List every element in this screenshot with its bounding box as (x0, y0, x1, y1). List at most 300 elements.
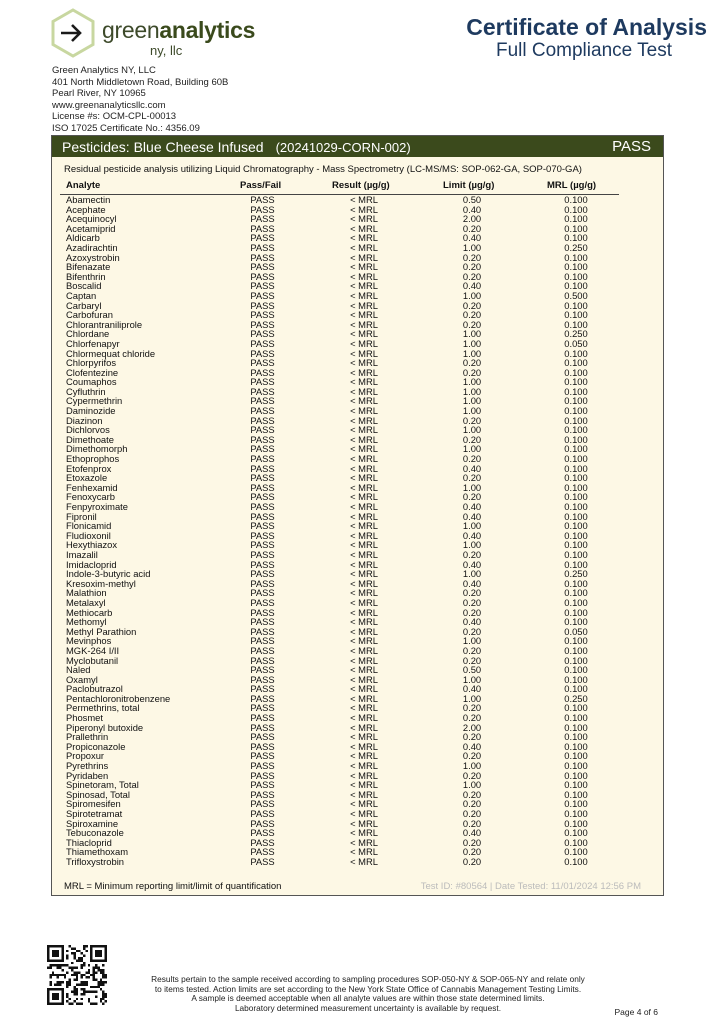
overall-result: PASS (612, 138, 651, 155)
mrl-value: 0.100 (564, 424, 588, 436)
limit-value: 0.20 (462, 309, 482, 321)
result-value: < MRL (350, 750, 378, 762)
result-value: < MRL (350, 309, 378, 321)
pass-fail: PASS (250, 577, 275, 589)
result-value: < MRL (350, 635, 378, 647)
mrl-value: 0.100 (564, 558, 588, 570)
result-value: < MRL (350, 664, 378, 676)
analyte-name: Chlormequat chloride (66, 347, 156, 359)
analyte-name: Permethrins, total (66, 702, 140, 714)
document-subtitle: Full Compliance Test (495, 40, 672, 61)
pass-fail: PASS (250, 846, 275, 858)
pass-fail: PASS (250, 347, 275, 359)
mrl-value: 0.100 (564, 836, 588, 848)
pass-fail: PASS (250, 424, 275, 436)
result-value: < MRL (350, 846, 378, 858)
mrl-value: 0.100 (564, 318, 588, 330)
limit-value: 0.20 (462, 750, 482, 762)
analyte-name: Flonicamid (66, 520, 112, 532)
pass-fail: PASS (250, 606, 275, 618)
mrl-value: 0.100 (564, 270, 588, 282)
analyte-name: Phosmet (66, 712, 103, 724)
limit-value: 0.40 (462, 510, 482, 522)
mrl-value: 0.100 (564, 414, 588, 426)
mrl-value: 0.100 (564, 769, 588, 781)
result-value: < MRL (350, 337, 378, 349)
page-number: Page 4 of 6 (614, 1007, 658, 1017)
pass-fail: PASS (250, 251, 275, 263)
analyte-name: Spiroxamine (66, 817, 119, 829)
analyte-name: Imazalil (66, 548, 98, 560)
mrl-value: 0.100 (564, 760, 588, 772)
limit-value: 0.20 (462, 251, 482, 263)
limit-value: 0.20 (462, 366, 482, 378)
mrl-value: 0.100 (564, 261, 588, 273)
analyte-name: Captan (66, 289, 97, 301)
limit-value: 0.40 (462, 827, 482, 839)
result-value: < MRL (350, 462, 378, 474)
mrl-value: 0.100 (564, 606, 588, 618)
limit-value: 0.20 (462, 644, 482, 656)
lab-city: Pearl River, NY 10965 (52, 88, 146, 100)
result-value: < MRL (350, 644, 378, 656)
sample-id: (20241029-CORN-002) (275, 140, 411, 155)
limit-value: 0.20 (462, 433, 482, 445)
limit-value: 0.40 (462, 462, 482, 474)
mrl-value: 0.100 (564, 616, 588, 628)
analyte-name: Dichlorvos (66, 424, 110, 436)
analyte-name: Acetamiprid (66, 222, 116, 234)
mrl-value: 0.100 (564, 299, 588, 311)
pass-fail: PASS (250, 520, 275, 532)
result-value: < MRL (350, 414, 378, 426)
analyte-name: Coumaphos (66, 376, 117, 388)
mrl-value: 0.250 (564, 241, 588, 253)
pass-fail: PASS (250, 395, 275, 407)
analyte-name: MGK-264 I/II (66, 644, 120, 656)
result-value: < MRL (350, 529, 378, 541)
result-value: < MRL (350, 347, 378, 359)
limit-value: 0.40 (462, 683, 482, 695)
pass-fail: PASS (250, 453, 275, 465)
result-value: < MRL (350, 213, 378, 225)
mrl-value: 0.100 (564, 817, 588, 829)
limit-value: 0.50 (462, 664, 482, 676)
analyte-name: Metalaxyl (66, 596, 106, 608)
analyte-name: Acequinocyl (66, 213, 117, 225)
analyte-name: Propiconazole (66, 740, 126, 752)
mrl-value: 0.100 (564, 827, 588, 839)
analyte-name: Chlordane (66, 328, 110, 340)
limit-value: 1.00 (462, 673, 482, 685)
result-value: < MRL (350, 740, 378, 752)
mrl-value: 0.100 (564, 587, 588, 599)
result-value: < MRL (350, 299, 378, 311)
pass-fail: PASS (250, 510, 275, 522)
result-value: < MRL (350, 203, 378, 215)
limit-value: 0.40 (462, 529, 482, 541)
pass-fail: PASS (250, 712, 275, 724)
limit-value: 1.00 (462, 443, 482, 455)
result-value: < MRL (350, 625, 378, 637)
limit-value: 0.20 (462, 318, 482, 330)
limit-value: 0.40 (462, 280, 482, 292)
analyte-name: Chlorfenapyr (66, 337, 120, 349)
mrl-value: 0.100 (564, 395, 588, 407)
limit-value: 1.00 (462, 405, 482, 417)
analyte-name: Mevinphos (66, 635, 112, 647)
mrl-value: 0.100 (564, 779, 588, 791)
limit-value: 1.00 (462, 635, 482, 647)
mrl-value: 0.100 (564, 683, 588, 695)
mrl-value: 0.100 (564, 309, 588, 321)
result-value: < MRL (350, 577, 378, 589)
mrl-value: 0.100 (564, 443, 588, 455)
limit-value: 0.40 (462, 501, 482, 512)
lab-address-block (52, 65, 228, 135)
mrl-value: 0.100 (564, 548, 588, 560)
limit-value: 0.40 (462, 232, 482, 244)
mrl-value: 0.100 (564, 664, 588, 676)
disclaimer-line: Laboratory determined measurement uncertainty is available by request. (234, 1003, 502, 1014)
analyte-name: Oxamyl (66, 673, 98, 685)
analyte-name: Cyfluthrin (66, 385, 106, 397)
pass-fail: PASS (250, 481, 275, 493)
pass-fail: PASS (250, 779, 275, 791)
pass-fail: PASS (250, 692, 275, 704)
mrl-value: 0.100 (564, 213, 588, 225)
pesticides-panel (51, 135, 664, 896)
pass-fail: PASS (250, 289, 275, 301)
mrl-value: 0.100 (564, 453, 588, 465)
analyte-name: Clofentezine (66, 366, 119, 378)
result-value: < MRL (350, 491, 378, 503)
mrl-value: 0.100 (564, 433, 588, 445)
pass-fail: PASS (250, 241, 275, 253)
result-value: < MRL (350, 472, 378, 484)
mrl-value: 0.100 (564, 855, 588, 867)
analyte-name: Diazinon (66, 414, 103, 426)
pass-fail: PASS (250, 616, 275, 628)
result-value: < MRL (350, 587, 378, 599)
mrl-value: 0.100 (564, 539, 588, 551)
result-value: < MRL (350, 395, 378, 407)
limit-value: 0.20 (462, 654, 482, 666)
mrl-value: 0.100 (564, 222, 588, 234)
mrl-value: 0.100 (564, 510, 588, 522)
limit-value: 1.00 (462, 520, 482, 532)
company-logo (50, 8, 256, 60)
pass-fail: PASS (250, 664, 275, 676)
mrl-value: 0.100 (564, 808, 588, 819)
pass-fail: PASS (250, 760, 275, 772)
analyte-name: Fenpyroximate (66, 501, 129, 512)
pass-fail: PASS (250, 309, 275, 321)
limit-value: 0.20 (462, 625, 482, 637)
analyte-name: Tebuconazole (66, 827, 124, 839)
result-value: < MRL (350, 453, 378, 465)
analyte-name: Fenoxycarb (66, 491, 115, 503)
analyte-name: Trifloxystrobin (66, 855, 124, 867)
method-description: Residual pesticide analysis utilizing Liquid Chromatography - Mass Spectrometry (LC-MS/MS: SOP-062-GA, SOP-070-GA) (64, 164, 582, 175)
analyte-name: Spiromesifen (66, 798, 121, 810)
mrl-value: 0.250 (564, 692, 588, 704)
limit-value: 0.20 (462, 270, 482, 282)
analyte-name: Malathion (66, 587, 107, 599)
pass-fail: PASS (250, 827, 275, 839)
result-value: < MRL (350, 692, 378, 704)
mrl-value: 0.100 (564, 644, 588, 656)
analyte-name: Fludioxonil (66, 529, 111, 541)
pass-fail: PASS (250, 261, 275, 273)
result-value: < MRL (350, 289, 378, 301)
pass-fail: PASS (250, 855, 275, 867)
mrl-value: 0.100 (564, 712, 588, 724)
result-value: < MRL (350, 232, 378, 244)
result-value: < MRL (350, 424, 378, 436)
lab-street: 401 North Middletown Road, Building 60B (52, 76, 229, 88)
limit-value: 0.40 (462, 740, 482, 752)
limit-value: 0.40 (462, 577, 482, 589)
limit-value: 1.00 (462, 568, 482, 580)
limit-value: 0.20 (462, 817, 482, 829)
table-row (52, 857, 663, 867)
result-value: < MRL (350, 222, 378, 234)
limit-value: 0.20 (462, 261, 482, 273)
limit-value: 0.20 (462, 606, 482, 618)
limit-value: 1.00 (462, 395, 482, 407)
limit-value: 0.20 (462, 587, 482, 599)
mrl-value: 0.100 (564, 798, 588, 810)
pass-fail: PASS (250, 721, 275, 733)
limit-value: 0.20 (462, 222, 482, 234)
limit-value: 1.00 (462, 424, 482, 436)
document-title: Certificate of Analysis (466, 14, 707, 40)
result-value: < MRL (350, 385, 378, 397)
limit-value: 1.00 (462, 539, 482, 551)
result-value: < MRL (350, 712, 378, 724)
result-value: < MRL (350, 405, 378, 417)
mrl-value: 0.100 (564, 731, 588, 743)
column-header-limit: Limit (µg/g) (443, 180, 495, 191)
pass-fail: PASS (250, 366, 275, 378)
limit-value: 0.20 (462, 357, 482, 369)
mrl-value: 0.100 (564, 366, 588, 378)
limit-value: 2.00 (462, 721, 482, 733)
result-value: < MRL (350, 510, 378, 522)
result-value: < MRL (350, 769, 378, 781)
analyte-name: Abamectin (66, 194, 111, 205)
pass-fail: PASS (250, 702, 275, 714)
pass-fail: PASS (250, 836, 275, 848)
lab-website: www.greenanalyticsllc.com (52, 99, 166, 111)
result-value: < MRL (350, 596, 378, 608)
result-value: < MRL (350, 788, 378, 800)
pass-fail: PASS (250, 568, 275, 580)
result-value: < MRL (350, 376, 378, 388)
limit-value: 1.00 (462, 241, 482, 253)
result-value: < MRL (350, 760, 378, 772)
pass-fail: PASS (250, 731, 275, 743)
analyte-name: Spinetoram, Total (66, 779, 139, 791)
result-value: < MRL (350, 357, 378, 369)
result-value: < MRL (350, 433, 378, 445)
disclaimer-line: Results pertain to the sample received according to sampling procedures SOP-050-NY & SOP-065-NY and relate only (151, 974, 585, 984)
mrl-value: 0.100 (564, 673, 588, 685)
pass-fail: PASS (250, 587, 275, 599)
mrl-value: 0.100 (564, 501, 588, 512)
test-info: Test ID: #80564 | Date Tested: 11/01/2024 12:56 PM (420, 881, 641, 892)
result-value: < MRL (350, 481, 378, 493)
limit-value: 1.00 (462, 692, 482, 704)
result-value: < MRL (350, 568, 378, 580)
result-value: < MRL (350, 520, 378, 532)
result-value: < MRL (350, 241, 378, 253)
limit-value: 0.40 (462, 203, 482, 215)
pass-fail: PASS (250, 194, 275, 205)
pass-fail: PASS (250, 472, 275, 484)
limit-value: 0.20 (462, 548, 482, 560)
pass-fail: PASS (250, 222, 275, 234)
analyte-name: Etofenprox (66, 462, 112, 474)
logo-brand: greenanalytics (102, 17, 256, 43)
result-value: < MRL (350, 798, 378, 810)
limit-value: 0.20 (462, 414, 482, 426)
mrl-value: 0.050 (564, 625, 588, 637)
mrl-value: 0.100 (564, 385, 588, 397)
limit-value: 0.20 (462, 855, 482, 867)
analyte-name: Bifenazate (66, 261, 111, 273)
column-header-analyte: Analyte (66, 180, 101, 191)
mrl-value: 0.100 (564, 481, 588, 493)
result-value: < MRL (350, 194, 378, 205)
result-value: < MRL (350, 318, 378, 330)
limit-value: 0.20 (462, 788, 482, 800)
limit-value: 0.40 (462, 616, 482, 628)
limit-value: 0.20 (462, 712, 482, 724)
limit-value: 0.20 (462, 299, 482, 311)
pass-fail: PASS (250, 232, 275, 244)
mrl-value: 0.100 (564, 232, 588, 244)
qr-code-icon (47, 945, 107, 1005)
pass-fail: PASS (250, 654, 275, 666)
analyte-name: Myclobutanil (66, 654, 119, 666)
analyte-name: Azoxystrobin (66, 251, 120, 263)
result-value: < MRL (350, 702, 378, 714)
panel-title: Pesticides: Blue Cheese Infused (20241029-CORN-002) (62, 139, 411, 155)
pass-fail: PASS (250, 491, 275, 503)
column-header-passfail: Pass/Fail (240, 180, 282, 191)
limit-value: 0.20 (462, 491, 482, 503)
logo-subtitle: ny, llc (150, 43, 183, 58)
analyte-name: Prallethrin (66, 731, 109, 743)
mrl-value: 0.100 (564, 347, 588, 359)
results-table (52, 195, 663, 867)
analyte-name: Daminozide (66, 405, 116, 417)
limit-value: 0.20 (462, 731, 482, 743)
pass-fail: PASS (250, 385, 275, 397)
mrl-value: 0.250 (564, 568, 588, 580)
limit-value: 2.00 (462, 213, 482, 225)
analyte-name: Fenhexamid (66, 481, 118, 493)
disclaimer (118, 975, 618, 1014)
limit-value: 0.20 (462, 836, 482, 848)
result-value: < MRL (350, 779, 378, 791)
analyte-name: Dimethoate (66, 433, 114, 445)
pass-fail: PASS (250, 539, 275, 551)
analyte-name: Methyl Parathion (66, 625, 137, 637)
mrl-value: 0.100 (564, 740, 588, 752)
mrl-value: 0.100 (564, 194, 588, 205)
analyte-name: Aldicarb (66, 232, 100, 244)
pass-fail: PASS (250, 596, 275, 608)
limit-value: 0.20 (462, 472, 482, 484)
lab-iso-certificate: ISO 17025 Certificate No.: 4356.09 (52, 122, 200, 134)
mrl-value: 0.100 (564, 721, 588, 733)
limit-value: 1.00 (462, 385, 482, 397)
mrl-value: 0.100 (564, 280, 588, 292)
analyte-name: Thiamethoxam (66, 846, 129, 858)
pass-fail: PASS (250, 443, 275, 455)
limit-value: 1.00 (462, 289, 482, 301)
analyte-name: Indole-3-butyric acid (66, 568, 151, 580)
analyte-name: Pyrethrins (66, 760, 109, 772)
limit-value: 1.00 (462, 376, 482, 388)
pass-fail: PASS (250, 683, 275, 695)
analyte-name: Hexythiazox (66, 539, 118, 551)
result-value: < MRL (350, 683, 378, 695)
limit-value: 0.20 (462, 769, 482, 781)
limit-value: 0.20 (462, 846, 482, 858)
panel-header (52, 136, 663, 157)
analyte-name: Thiacloprid (66, 836, 112, 848)
pass-fail: PASS (250, 529, 275, 541)
limit-value: 0.20 (462, 596, 482, 608)
mrl-value: 0.100 (564, 750, 588, 762)
result-value: < MRL (350, 721, 378, 733)
analyte-name: Paclobutrazol (66, 683, 123, 695)
analyte-name: Azadirachtin (66, 241, 118, 253)
mrl-value: 0.100 (564, 788, 588, 800)
mrl-value: 0.100 (564, 472, 588, 484)
pass-fail: PASS (250, 548, 275, 560)
analyte-name: Carbofuran (66, 309, 113, 321)
mrl-value: 0.050 (564, 337, 588, 349)
analyte-name: Pentachloronitrobenzene (66, 692, 171, 704)
pass-fail: PASS (250, 501, 275, 512)
analyte-name: Propoxur (66, 750, 105, 762)
result-value: < MRL (350, 836, 378, 848)
mrl-value: 0.100 (564, 462, 588, 474)
result-value: < MRL (350, 731, 378, 743)
result-value: < MRL (350, 558, 378, 570)
pass-fail: PASS (250, 788, 275, 800)
result-value: < MRL (350, 328, 378, 340)
result-value: < MRL (350, 501, 378, 512)
pass-fail: PASS (250, 318, 275, 330)
pass-fail: PASS (250, 808, 275, 819)
result-value: < MRL (350, 616, 378, 628)
limit-value: 1.00 (462, 779, 482, 791)
analyte-name: Chlorpyrifos (66, 357, 117, 369)
mrl-value: 0.500 (564, 289, 588, 301)
analyte-name: Imidacloprid (66, 558, 117, 570)
limit-value: 0.20 (462, 808, 482, 819)
pass-fail: PASS (250, 558, 275, 570)
result-value: < MRL (350, 855, 378, 867)
mrl-value: 0.100 (564, 376, 588, 388)
mrl-value: 0.100 (564, 529, 588, 541)
